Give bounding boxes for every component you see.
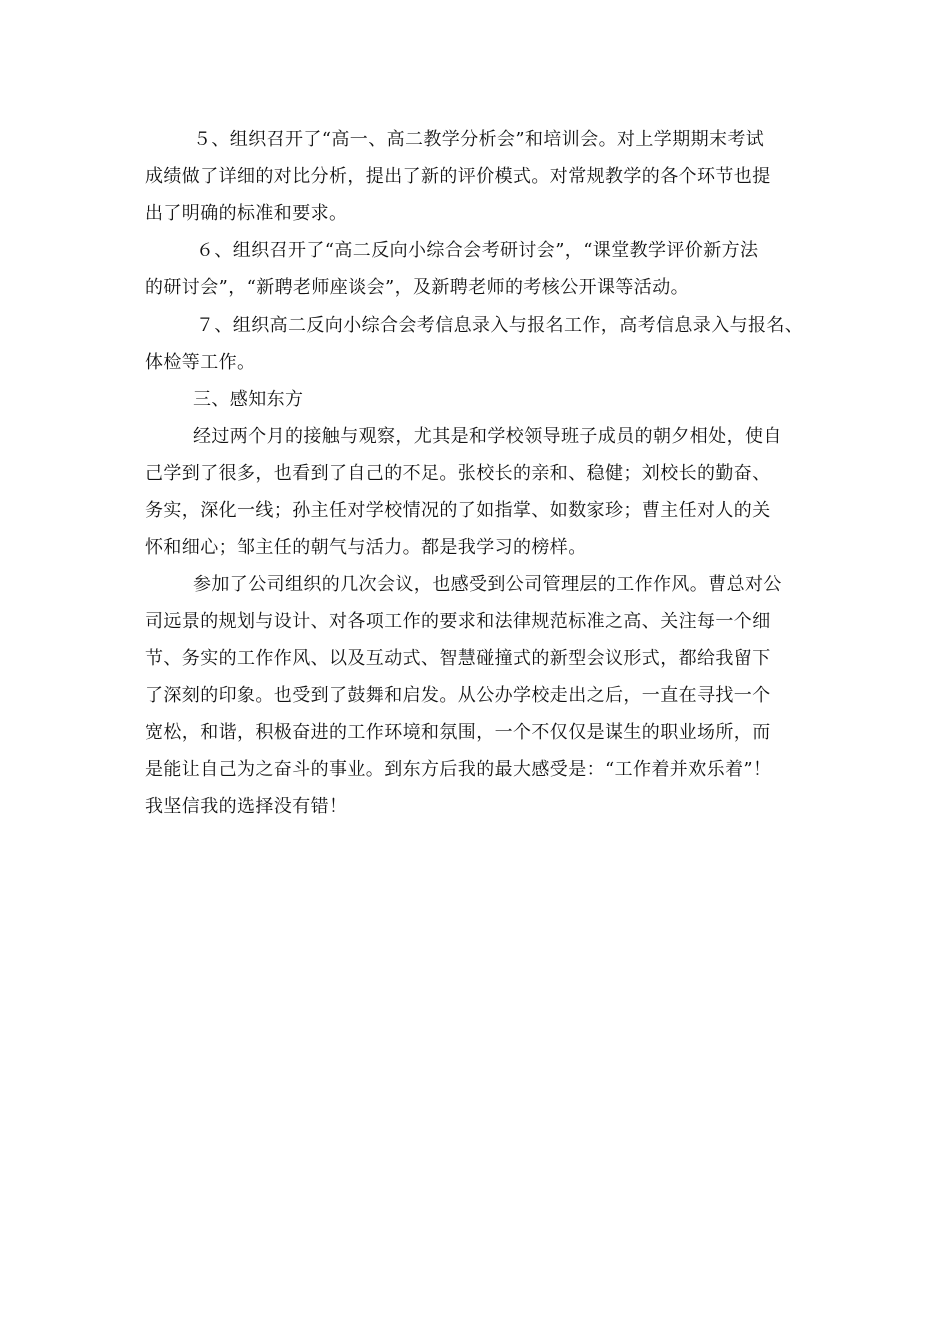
text-line: 务实，深化一线；孙主任对学校情况的了如指掌、如数家珍；曹主任对人的关	[145, 500, 771, 521]
text-line: 我坚信我的选择没有错！	[145, 796, 348, 817]
text-line: 参加了公司组织的几次会议，也感受到公司管理层的工作作风。曹总对公	[193, 574, 782, 595]
text-line: 的研讨会”，“新聘老师座谈会”，及新聘老师的考核公开课等活动。	[145, 277, 690, 298]
section-heading: 三、感知东方	[193, 389, 304, 410]
text-line: 出了明确的标准和要求。	[145, 203, 348, 224]
text-line: 怀和细心；邹主任的朝气与活力。都是我学习的榜样。	[145, 537, 587, 558]
text-line: 宽松，和谐，积极奋进的工作环境和氛围，一个不仅仅是谋生的职业场所，而	[145, 722, 771, 743]
text-line: 体检等工作。	[145, 352, 256, 373]
text-line: ７、组织高二反向小综合会考信息录入与报名工作，高考信息录入与报名、	[196, 315, 804, 336]
text-line: 己学到了很多，也看到了自己的不足。张校长的亲和、稳健；刘校长的勤奋、	[145, 463, 771, 484]
text-line: 成绩做了详细的对比分析，提出了新的评价模式。对常规教学的各个环节也提	[145, 166, 771, 187]
text-line: ６、组织召开了“高二反向小综合会考研讨会”，“课堂教学评价新方法	[196, 240, 759, 261]
text-line: 是能让自己为之奋斗的事业。到东方后我的最大感受是：“工作着并欢乐着”！	[145, 759, 772, 780]
text-line: 经过两个月的接触与观察，尤其是和学校领导班子成员的朝夕相处，使自	[193, 426, 782, 447]
text-line: ５、组织召开了“高一、高二教学分析会”和培训会。对上学期期末考试	[193, 129, 765, 150]
text-line: 节、务实的工作作风、以及互动式、智慧碰撞式的新型会议形式，都给我留下	[145, 648, 771, 669]
text-line: 司远景的规划与设计、对各项工作的要求和法律规范标准之高、关注每一个细	[145, 611, 771, 632]
text-line: 了深刻的印象。也受到了鼓舞和启发。从公办学校走出之后，一直在寻找一个	[145, 685, 771, 706]
